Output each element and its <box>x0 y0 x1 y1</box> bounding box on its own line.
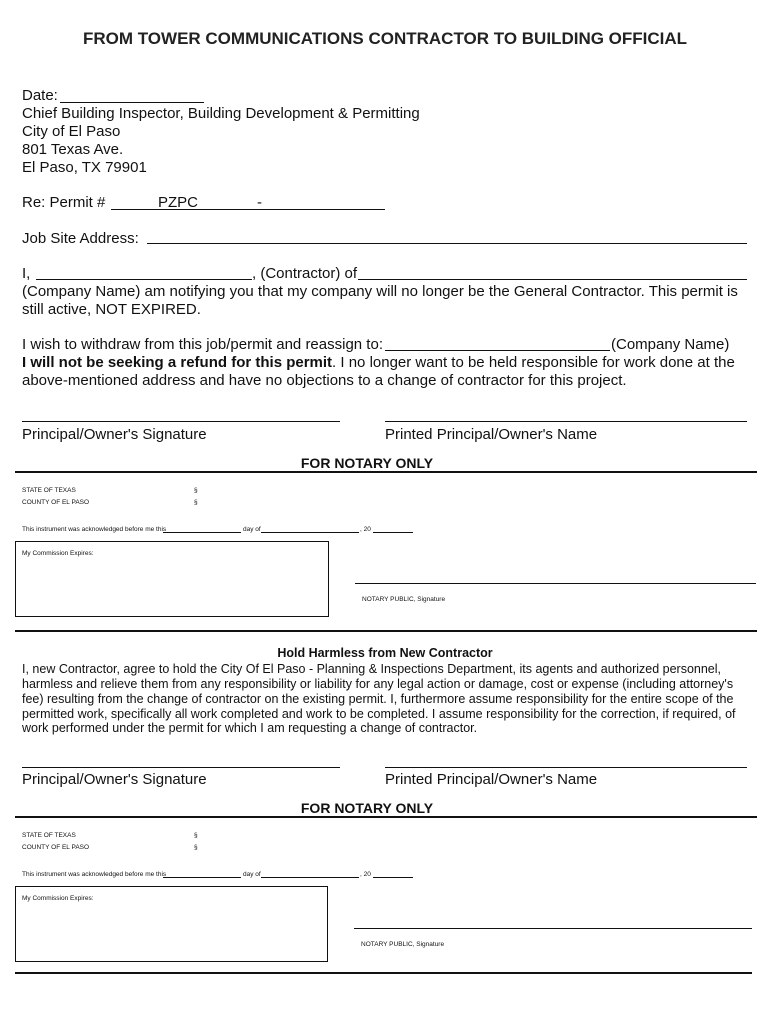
day-of-label: day of <box>243 526 261 533</box>
commission-box[interactable] <box>15 541 329 617</box>
state-label: STATE OF TEXAS <box>22 487 76 494</box>
hold-harmless-line: harmless and relieve them from any responsibility or liability for any legal action or damage, cost or expense (including attorney's <box>22 677 734 691</box>
divider <box>15 972 752 974</box>
ack-month-field[interactable] <box>261 532 359 533</box>
job-site-address-field[interactable] <box>147 243 747 244</box>
job-site-label: Job Site Address: <box>22 230 139 247</box>
signature-label: Principal/Owner's Signature <box>22 771 207 788</box>
address-line: Chief Building Inspector, Building Development & Permitting <box>22 105 420 122</box>
ack-day-field[interactable] <box>163 532 241 533</box>
printed-name-field[interactable] <box>385 767 747 768</box>
i-label: I, <box>22 265 31 282</box>
section-sign: § <box>194 487 198 494</box>
notary-signature-field[interactable] <box>354 928 752 929</box>
page-title: FROM TOWER COMMUNICATIONS CONTRACTOR TO BUILDING OFFICIAL <box>82 29 688 48</box>
ack-year-field[interactable] <box>373 532 413 533</box>
section-sign: § <box>194 499 198 506</box>
ack-year-field[interactable] <box>373 877 413 878</box>
withdraw-line: above-mentioned address and have no objections to a change of contractor for this project. <box>22 372 627 389</box>
hold-harmless-line: I, new Contractor, agree to hold the City Of El Paso - Planning & Inspections Department, its agents and authorized personnel, <box>22 662 722 676</box>
address-line: El Paso, TX 79901 <box>22 159 147 176</box>
year-label: , 20 <box>360 871 371 878</box>
notary-heading: FOR NOTARY ONLY <box>300 455 434 471</box>
printed-name-label: Printed Principal/Owner's Name <box>385 426 598 443</box>
ack-text: This instrument was acknowledged before me this <box>22 526 167 533</box>
signature-field[interactable] <box>22 767 340 768</box>
date-field[interactable] <box>60 102 204 103</box>
permit-number-field[interactable] <box>111 209 385 210</box>
address-line: City of El Paso <box>22 123 121 140</box>
withdraw-line: . I no longer want to be held responsible for work done at the <box>332 354 735 371</box>
signature-field[interactable] <box>22 421 340 422</box>
hold-harmless-line: fee) resulting from the change of contractor on the existing permit. I, furthermore assume responsibility for the entire scope of the <box>22 692 734 706</box>
address-line: 801 Texas Ave. <box>22 141 124 158</box>
company-name-field[interactable] <box>358 279 747 280</box>
date-label: Date: <box>22 87 58 104</box>
contractor-name-field[interactable] <box>36 279 252 280</box>
divider <box>15 630 757 632</box>
company-name-label: (Company Name) <box>611 336 730 353</box>
ack-day-field[interactable] <box>163 877 241 878</box>
county-label: COUNTY OF EL PASO <box>22 499 90 506</box>
reassign-company-field[interactable] <box>385 350 610 351</box>
printed-name-label: Printed Principal/Owner's Name <box>385 771 598 788</box>
permit-prefix: PZPC <box>158 194 199 211</box>
hold-harmless-line: permitted work, specifically all work completed and work to be completed. I assume responsibility for the correction, if required, of <box>22 707 736 721</box>
notary-signature-label: NOTARY PUBLIC, Signature <box>361 941 445 948</box>
commission-label: My Commission Expires: <box>22 895 94 902</box>
state-label: STATE OF TEXAS <box>22 832 76 839</box>
withdraw-line: I wish to withdraw from this job/permit and reassign to: <box>22 336 383 353</box>
ack-text: This instrument was acknowledged before me this <box>22 871 167 878</box>
printed-name-field[interactable] <box>385 421 747 422</box>
section-sign: § <box>194 844 198 851</box>
permit-dash: - <box>257 194 262 211</box>
divider <box>15 471 757 473</box>
notice-line: still active, NOT EXPIRED. <box>22 301 201 318</box>
section-sign: § <box>194 832 198 839</box>
county-label: COUNTY OF EL PASO <box>22 844 90 851</box>
signature-label: Principal/Owner's Signature <box>22 426 207 443</box>
divider <box>15 816 757 818</box>
notary-signature-field[interactable] <box>355 583 756 584</box>
day-of-label: day of <box>243 871 261 878</box>
hold-harmless-line: work performed under the permit for which I am requesting a change of contractor. <box>22 721 478 735</box>
hold-harmless-heading: Hold Harmless from New Contractor <box>277 646 493 660</box>
notary-signature-label: NOTARY PUBLIC, Signature <box>362 596 446 603</box>
permit-label: Re: Permit # <box>22 194 106 211</box>
no-refund-text: I will not be seeking a refund for this permit <box>22 354 333 371</box>
notice-line: (Company Name) am notifying you that my company will no longer be the General Contractor. This permit is <box>22 283 738 300</box>
notary-heading: FOR NOTARY ONLY <box>300 800 434 816</box>
ack-month-field[interactable] <box>261 877 359 878</box>
commission-label: My Commission Expires: <box>22 550 94 557</box>
contractor-label: , (Contractor) of <box>252 265 358 282</box>
commission-box[interactable] <box>15 886 328 962</box>
year-label: , 20 <box>360 526 371 533</box>
